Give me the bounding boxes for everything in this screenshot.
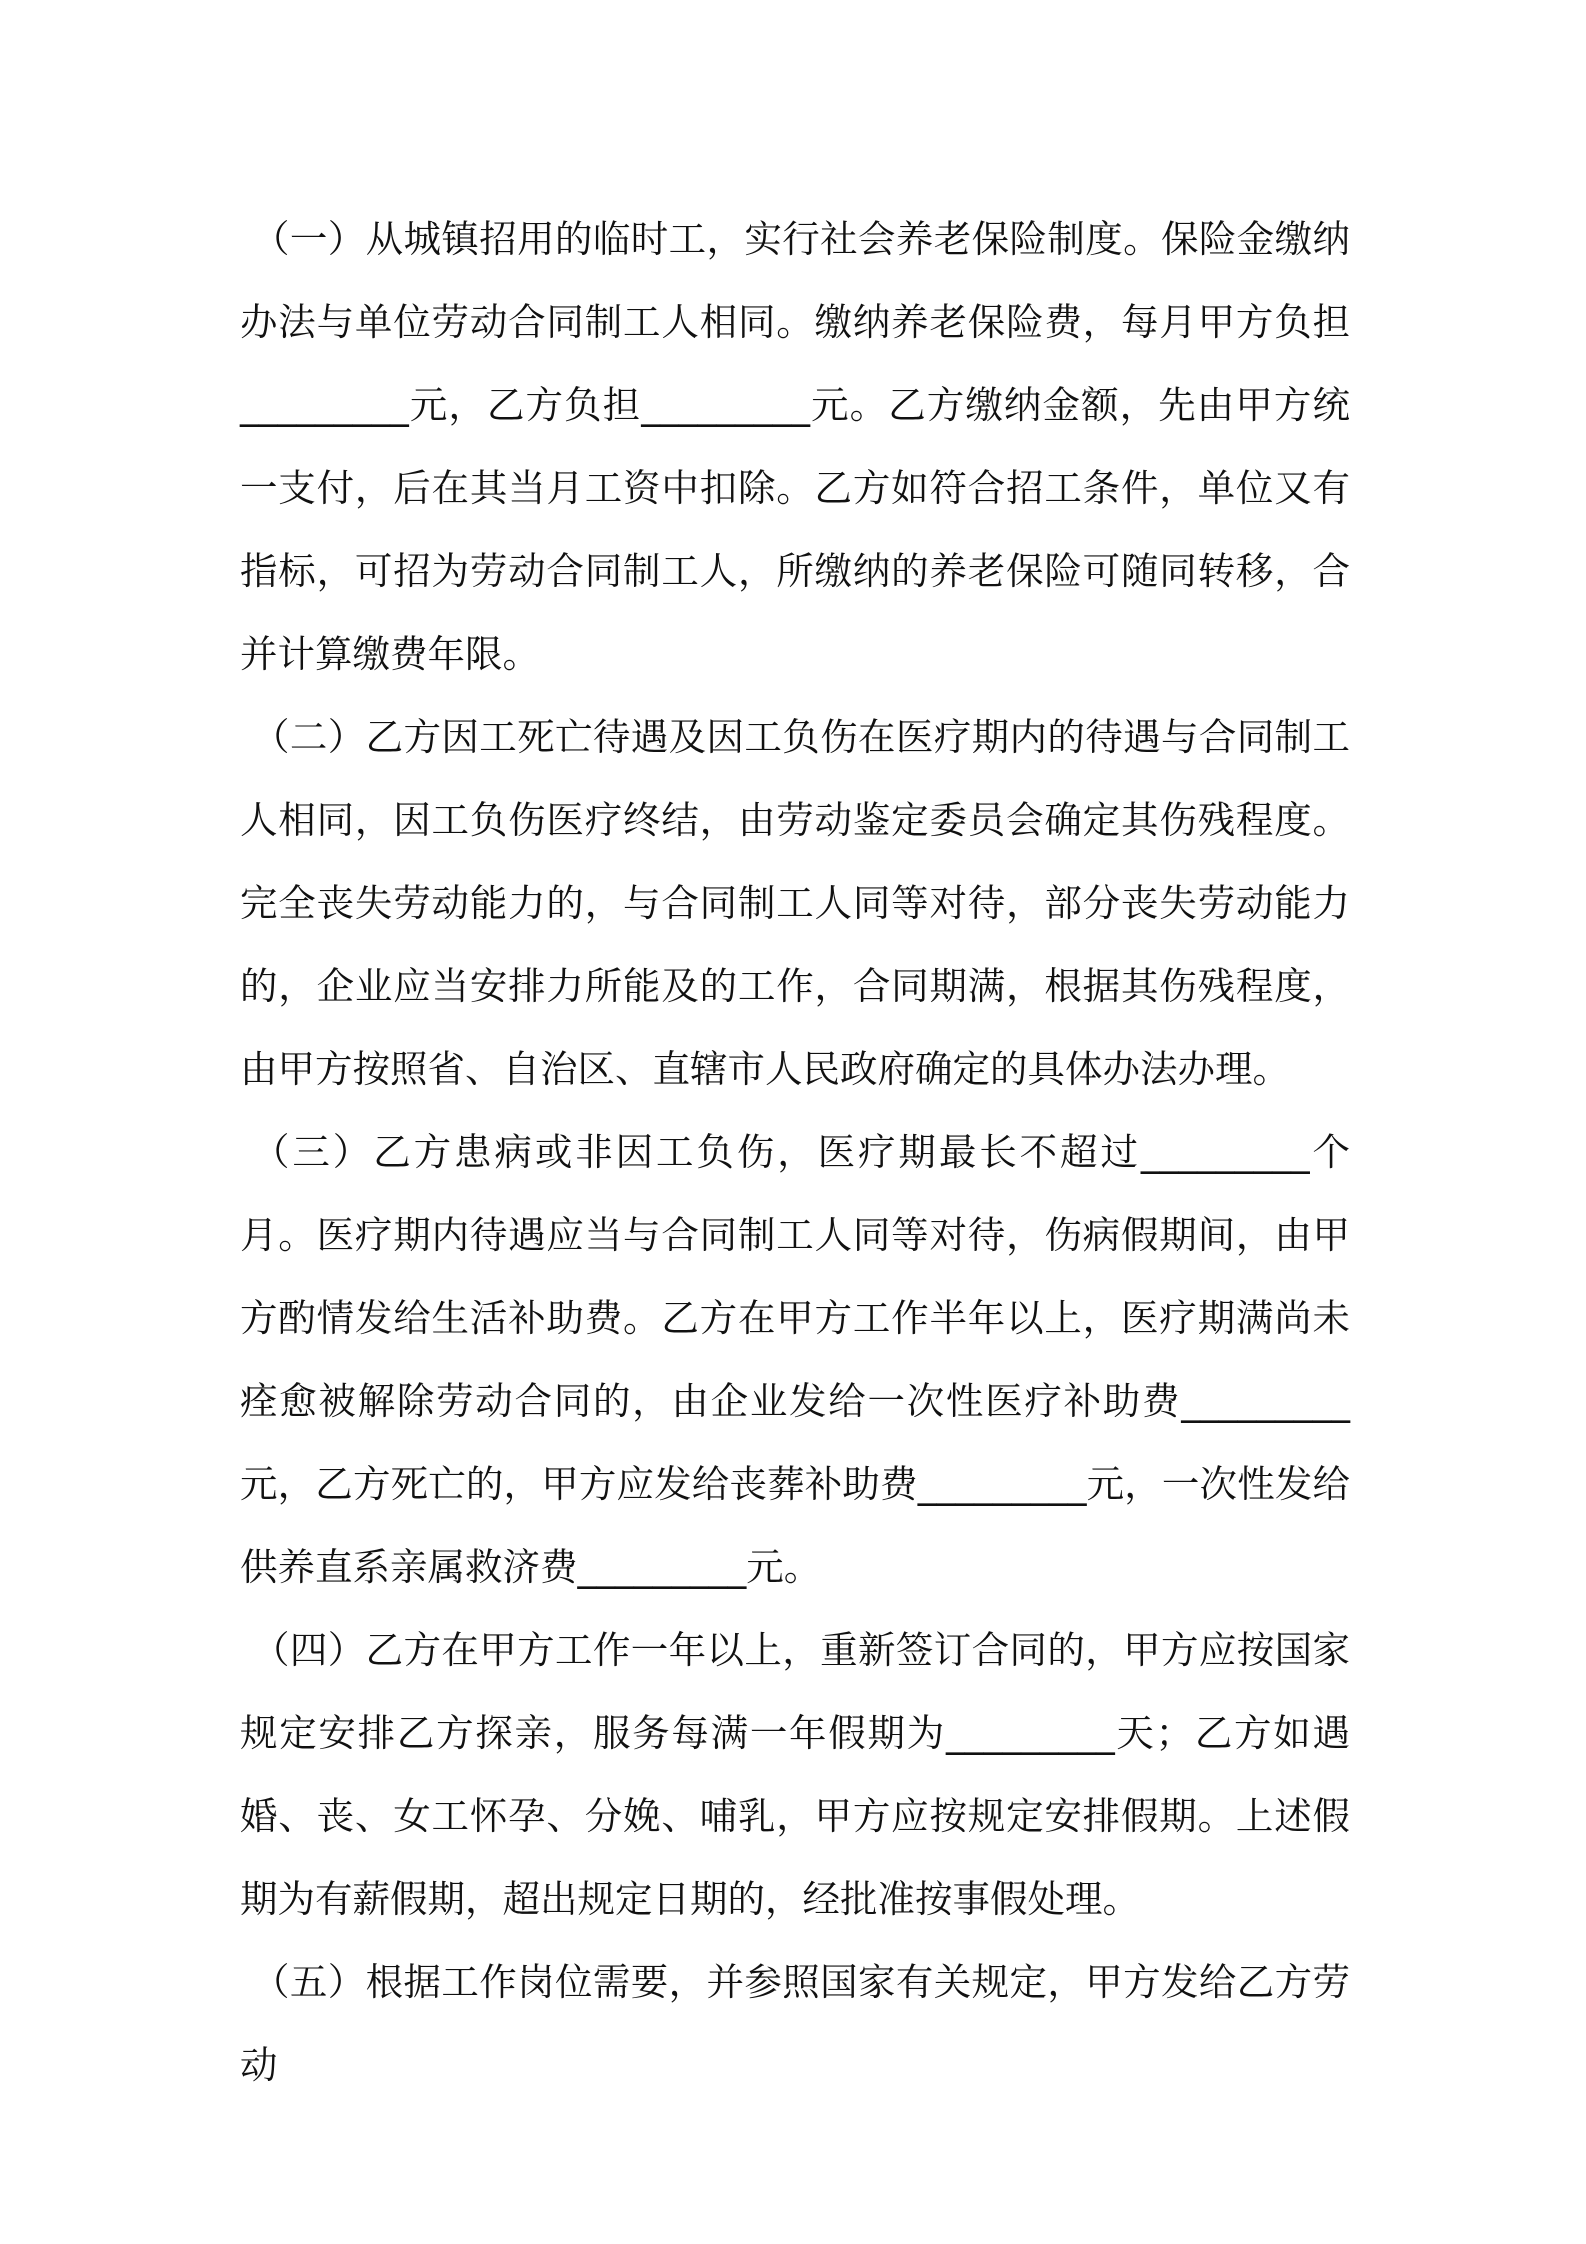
paragraph-sick-leave [240, 1111, 1350, 1609]
fill-in-blank: _________ [945, 1711, 1115, 1755]
document-body [240, 198, 1350, 2107]
fill-in-blank: _________ [1181, 1379, 1350, 1423]
fill-in-blank: _________ [1140, 1130, 1310, 1174]
paragraph-pension-insurance [240, 198, 1350, 696]
paragraph-text: （四）乙方在甲方工作一年以上，重新签订合同的，甲方应按国家规定安排乙方探亲，服务每满一年假期为 [240, 1628, 1350, 1755]
paragraph-text: （二）乙方因工死亡待遇及因工负伤在医疗期内的待遇与合同制工人相同，因工负伤医疗终结，由劳动鉴定委员会确定其伤残程度。完全丧失劳动能力的，与合同制工人同等对待，部分丧失劳动能力的，企业应当安排力所能及的工作，合同期满，根据其伤残程度，由甲方按照省、自治区、直辖市人民政府确定的具体办法办理。 [240, 715, 1350, 1091]
fill-in-blank: _________ [240, 383, 409, 427]
paragraph-text: 元。 [746, 1545, 822, 1589]
paragraph-labor-protection [240, 1941, 1350, 2107]
paragraph-holidays [240, 1609, 1350, 1941]
paragraph-text: （五）根据工作岗位需要，并参照国家有关规定，甲方发给乙方劳动 [240, 1960, 1350, 2087]
paragraph-text: （一）从城镇招用的临时工，实行社会养老保险制度。保险金缴纳办法与单位劳动合同制工人相同。缴纳养老保险费，每月甲方负担 [240, 217, 1350, 344]
paragraph-text: 元，乙方死亡的，甲方应发给丧葬补助费 [240, 1462, 918, 1506]
paragraph-work-injury [240, 696, 1350, 1111]
fill-in-blank: _________ [917, 1462, 1087, 1506]
fill-in-blank: _________ [641, 383, 810, 427]
fill-in-blank: _________ [577, 1545, 747, 1589]
paragraph-text: 元，乙方负担 [408, 383, 642, 427]
paragraph-text: 天；乙方如遇婚、丧、女工怀孕、分娩、哺乳，甲方应按规定安排假期。上述假期为有薪假期，超出规定日期的，经批准按事假处理。 [240, 1711, 1350, 1921]
paragraph-text: 元，一次性发给供养直系亲属救济费 [240, 1462, 1351, 1589]
paragraph-text: 个月。医疗期内待遇应当与合同制工人同等对待，伤病假期间，由甲方酌情发给生活补助费。乙方在甲方工作半年以上，医疗期满尚未痊愈被解除劳动合同的，由企业发给一次性医疗补助费 [240, 1130, 1351, 1423]
paragraph-text: （三）乙方患病或非因工负伤，医疗期最长不超过 [252, 1130, 1141, 1174]
paragraph-text: 元。乙方缴纳金额，先由甲方统一支付，后在其当月工资中扣除。乙方如符合招工条件，单位又有指标，可招为劳动合同制工人，所缴纳的养老保险可随同转移，合并计算缴费年限。 [240, 383, 1350, 676]
